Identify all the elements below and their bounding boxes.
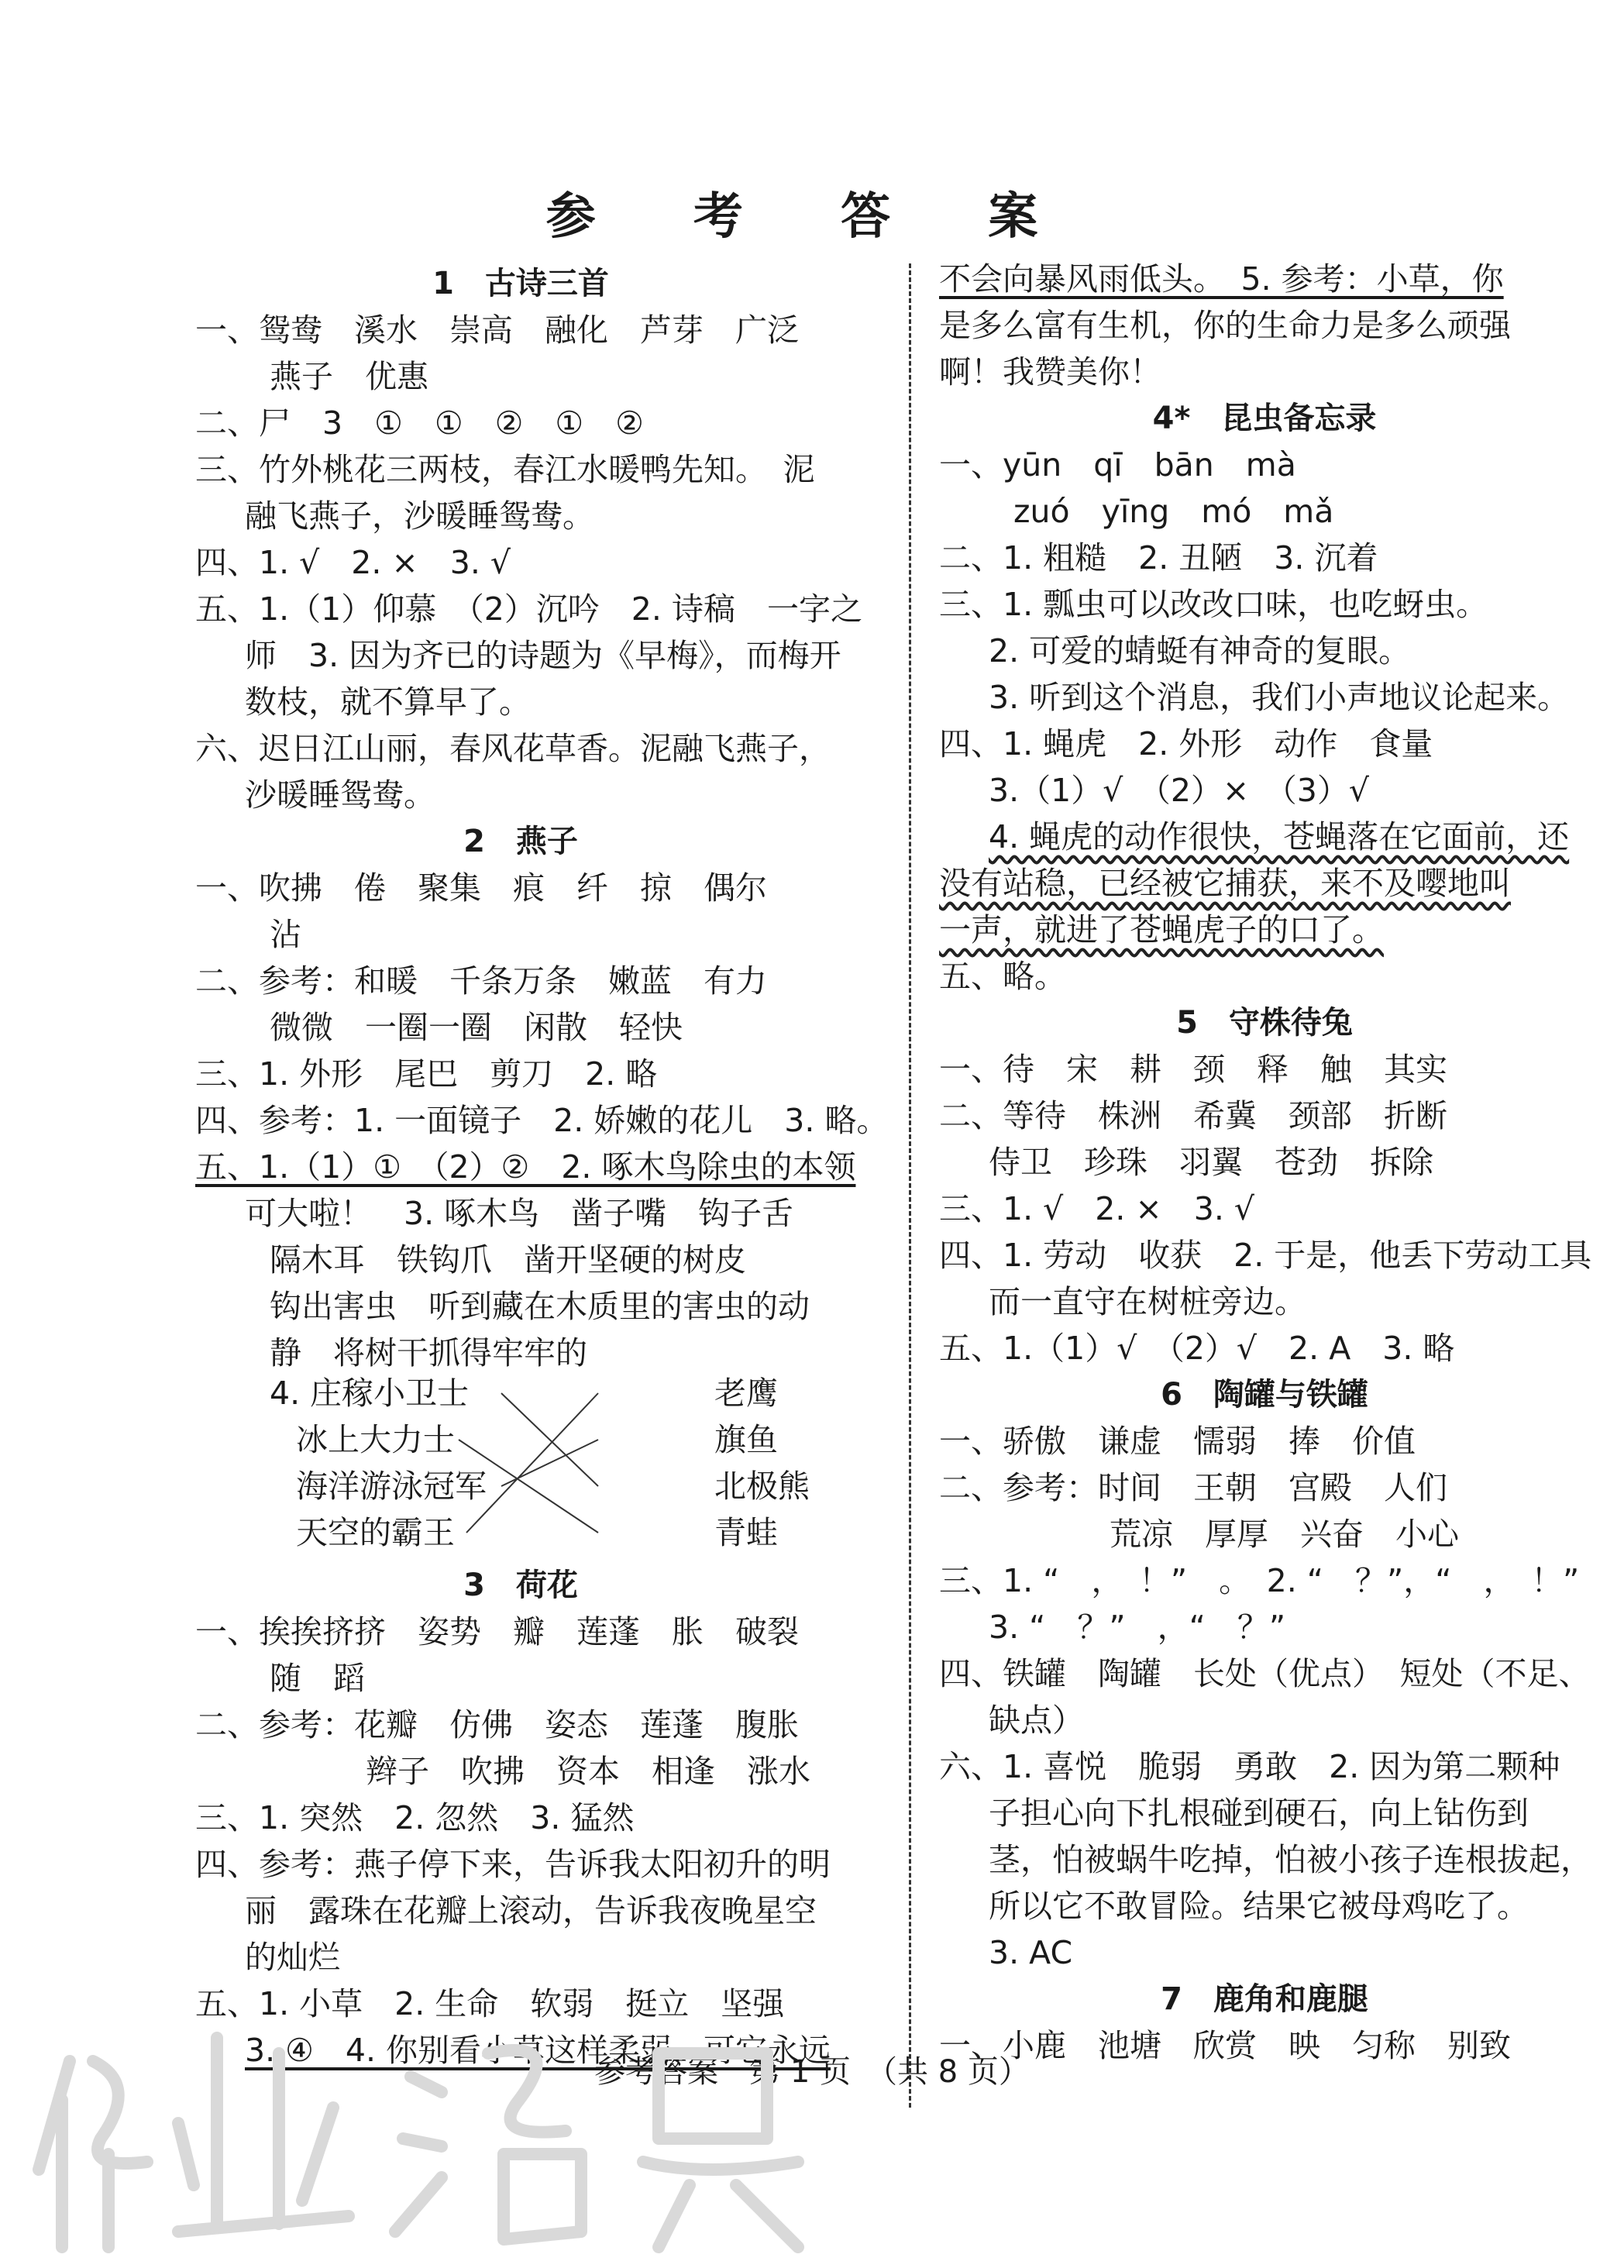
answer-line: 茎，怕被蜗牛吃掉，怕被小孩子连根拔起， (989, 1841, 1592, 1878)
answer-line: 六、迟日江山丽，春风花草香。泥融飞燕子， (195, 730, 831, 767)
page-title: 参 考 答 案 (545, 188, 1079, 246)
match-right-item: 青蛙 (714, 1514, 778, 1551)
answer-line: 所以它不敢冒险。结果它被母鸡吃了。 (989, 1888, 1529, 1925)
answer-line: 二、尸 3 ① ① ② ① ② (195, 404, 644, 442)
answer-line: 不会向暴风雨低头。 5. 参考：小草，你 (939, 260, 1504, 298)
answer-line: 一、yūn qī bān mà (939, 446, 1296, 484)
section-heading: 4* 昆虫备忘录 (1152, 401, 1377, 436)
answer-line: 融飞燕子，沙暖睡鸳鸯。 (245, 497, 594, 535)
answer-line: 随 蹈 (270, 1660, 365, 1697)
answer-line: 3. AC (989, 1934, 1073, 1971)
answer-line: 燕子 优惠 (270, 358, 428, 395)
answer-line: 五、1. 小草 2. 生命 软弱 挺立 坚强 (195, 1985, 785, 2022)
answer-line: 数枝，就不算早了。 (245, 683, 531, 721)
answer-line: 丽 露珠在花瓣上滚动，告诉我夜晚星空 (245, 1892, 817, 1929)
answer-line: 一、鸳鸯 溪水 崇高 融化 芦芽 广泛 (195, 311, 799, 349)
answer-line: 啊！我赞美你！ (939, 353, 1161, 391)
answer-line: 4. 蝇虎的动作很快，苍蝇落在它面前，还 (989, 818, 1570, 855)
watermark-logo (23, 1968, 876, 2263)
answer-line: 荒凉 厚厚 兴奋 小心 (1110, 1516, 1459, 1553)
answer-line: 三、1. √ 2. × 3. √ (939, 1190, 1255, 1227)
answer-line: 侍卫 珍珠 羽翼 苍劲 拆除 (989, 1144, 1433, 1181)
column-divider (909, 263, 911, 2108)
answer-line: 四、参考：1. 一面镜子 2. 娇嫩的花儿 3. 略。 (195, 1102, 889, 1139)
section-heading: 7 鹿角和鹿腿 (1161, 1981, 1368, 2017)
match-left-item: 4. 庄稼小卫士 (270, 1375, 470, 1412)
section-heading: 1 古诗三首 (432, 266, 609, 301)
answer-line: 二、参考：花瓣 仿佛 姿态 莲蓬 腹胀 (195, 1706, 799, 1743)
answer-line: 一、骄傲 谦虚 懦弱 捧 价值 (939, 1423, 1416, 1460)
answer-line: 一声，就进了苍蝇虎子的口了。 (939, 911, 1384, 948)
match-left-item: 冰上大力士 (296, 1421, 455, 1458)
match-left-item: 海洋游泳冠军 (296, 1468, 487, 1505)
answer-line: 三、1. 瓢虫可以改改口味，也吃蚜虫。 (939, 586, 1488, 623)
answer-line: 沙暖睡鸳鸯。 (245, 776, 435, 814)
answer-line: 而一直守在树桩旁边。 (989, 1283, 1306, 1320)
match-right-item: 北极熊 (714, 1468, 810, 1505)
answer-line: 辫子 吹拂 资本 相逢 涨水 (366, 1753, 810, 1790)
answer-line: 四、1. √ 2. × 3. √ (195, 544, 511, 581)
answer-line: 一、挨挨挤挤 姿势 瓣 莲蓬 胀 破裂 (195, 1613, 799, 1650)
answer-line: 二、参考：和暖 千条万条 嫩蓝 有力 (195, 962, 767, 1000)
answer-line: 二、1. 粗糙 2. 丑陋 3. 沉着 (939, 539, 1378, 576)
answer-line: 五、1.（1）√ （2）√ 2. A 3. 略 (939, 1330, 1455, 1367)
answer-line: 一、待 宋 耕 颈 释 触 其实 (939, 1051, 1447, 1088)
answer-line: 四、1. 蝇虎 2. 外形 动作 食量 (939, 725, 1433, 762)
answer-line: 缺点） (989, 1702, 1084, 1739)
answer-line: 四、1. 劳动 收获 2. 于是，他丢下劳动工具 (939, 1237, 1592, 1274)
answer-line: 是多么富有生机，你的生命力是多么顽强 (939, 307, 1511, 344)
answer-line: 3.（1）√ （2）× （3）√ (989, 772, 1369, 809)
match-right-item: 老鹰 (714, 1375, 778, 1412)
right-column (939, 256, 1590, 2069)
section-heading: 2 燕子 (463, 824, 578, 859)
answer-line: 一、吹拂 倦 聚集 痕 纤 掠 偶尔 (195, 869, 767, 907)
answer-line: 三、1. “ ， ！” 。 2. “ ？”，“ ， ！” (939, 1562, 1580, 1599)
answer-line: 师 3. 因为齐已的诗题为《早梅》，而梅开 (245, 637, 841, 674)
answer-line: 的灿烂 (245, 1939, 340, 1976)
answer-line: 五、1.（1）仰慕 （2）沉吟 2. 诗稿 一字之 (195, 590, 862, 628)
answer-line: 子担心向下扎根碰到硬石，向上钻伤到 (989, 1795, 1529, 1832)
page-footer: 参考答案 第 1 页 （共 8 页） (594, 2054, 1030, 2090)
answer-line: 微微 一圈一圈 闲散 轻快 (270, 1009, 683, 1046)
answer-line: 二、等待 株洲 希冀 颈部 折断 (939, 1097, 1447, 1134)
answer-line: 五、略。 (939, 958, 1066, 995)
answer-line: 没有站稳，已经被它捕获，来不及嘤地叫 (939, 865, 1511, 902)
answer-line: 隔木耳 铁钩爪 凿开坚硬的树皮 (270, 1241, 746, 1279)
answer-line: 三、1. 外形 尾巴 剪刀 2. 略 (195, 1055, 658, 1093)
answer-line: 3. ④ 4. 你别看小草这样柔弱，可它永远 (245, 2032, 831, 2069)
answer-line: 五、1.（1）① （2）② 2. 啄木鸟除虫的本领 (195, 1148, 856, 1186)
answer-line: 静 将树干抓得牢牢的 (270, 1334, 587, 1371)
answer-line: zuó yīng mó mǎ (1013, 493, 1334, 530)
match-left-item: 天空的霸王 (296, 1514, 455, 1551)
answer-line: 可大啦！ 3. 啄木鸟 凿子嘴 钩子舌 (245, 1195, 794, 1232)
answer-line: 四、铁罐 陶罐 长处（优点） 短处（不足、 (939, 1655, 1591, 1692)
section-heading: 6 陶罐与铁罐 (1161, 1377, 1368, 1413)
answer-line: 钩出害虫 听到藏在木质里的害虫的动 (270, 1288, 810, 1325)
left-column (195, 260, 889, 1376)
answer-line: 三、1. 突然 2. 忽然 3. 猛然 (195, 1799, 635, 1836)
matching-exercise (195, 1370, 846, 1571)
answer-line: 一、小鹿 池塘 欣赏 映 匀称 别致 (939, 2027, 1511, 2064)
section-heading: 3 荷花 (463, 1568, 578, 1603)
answer-line: 三、竹外桃花三两枝，春江水暖鸭先知。 泥 (195, 451, 815, 488)
answer-line: 沾 (270, 916, 301, 953)
answer-line: 3. 听到这个消息，我们小声地议论起来。 (989, 679, 1570, 716)
match-right-item: 旗鱼 (714, 1421, 778, 1458)
answer-line: 2. 可爱的蜻蜓有神奇的复眼。 (989, 632, 1411, 669)
answer-line: 二、参考：时间 王朝 宫殿 人们 (939, 1469, 1447, 1506)
answer-line: 六、1. 喜悦 脆弱 勇敢 2. 因为第二颗种 (939, 1748, 1560, 1785)
answer-line: 四、参考：燕子停下来，告诉我太阳初升的明 (195, 1846, 831, 1883)
section-heading: 5 守株待兔 (1176, 1005, 1353, 1041)
answer-line: 3. “ ？” ，“ ？” (989, 1609, 1286, 1646)
